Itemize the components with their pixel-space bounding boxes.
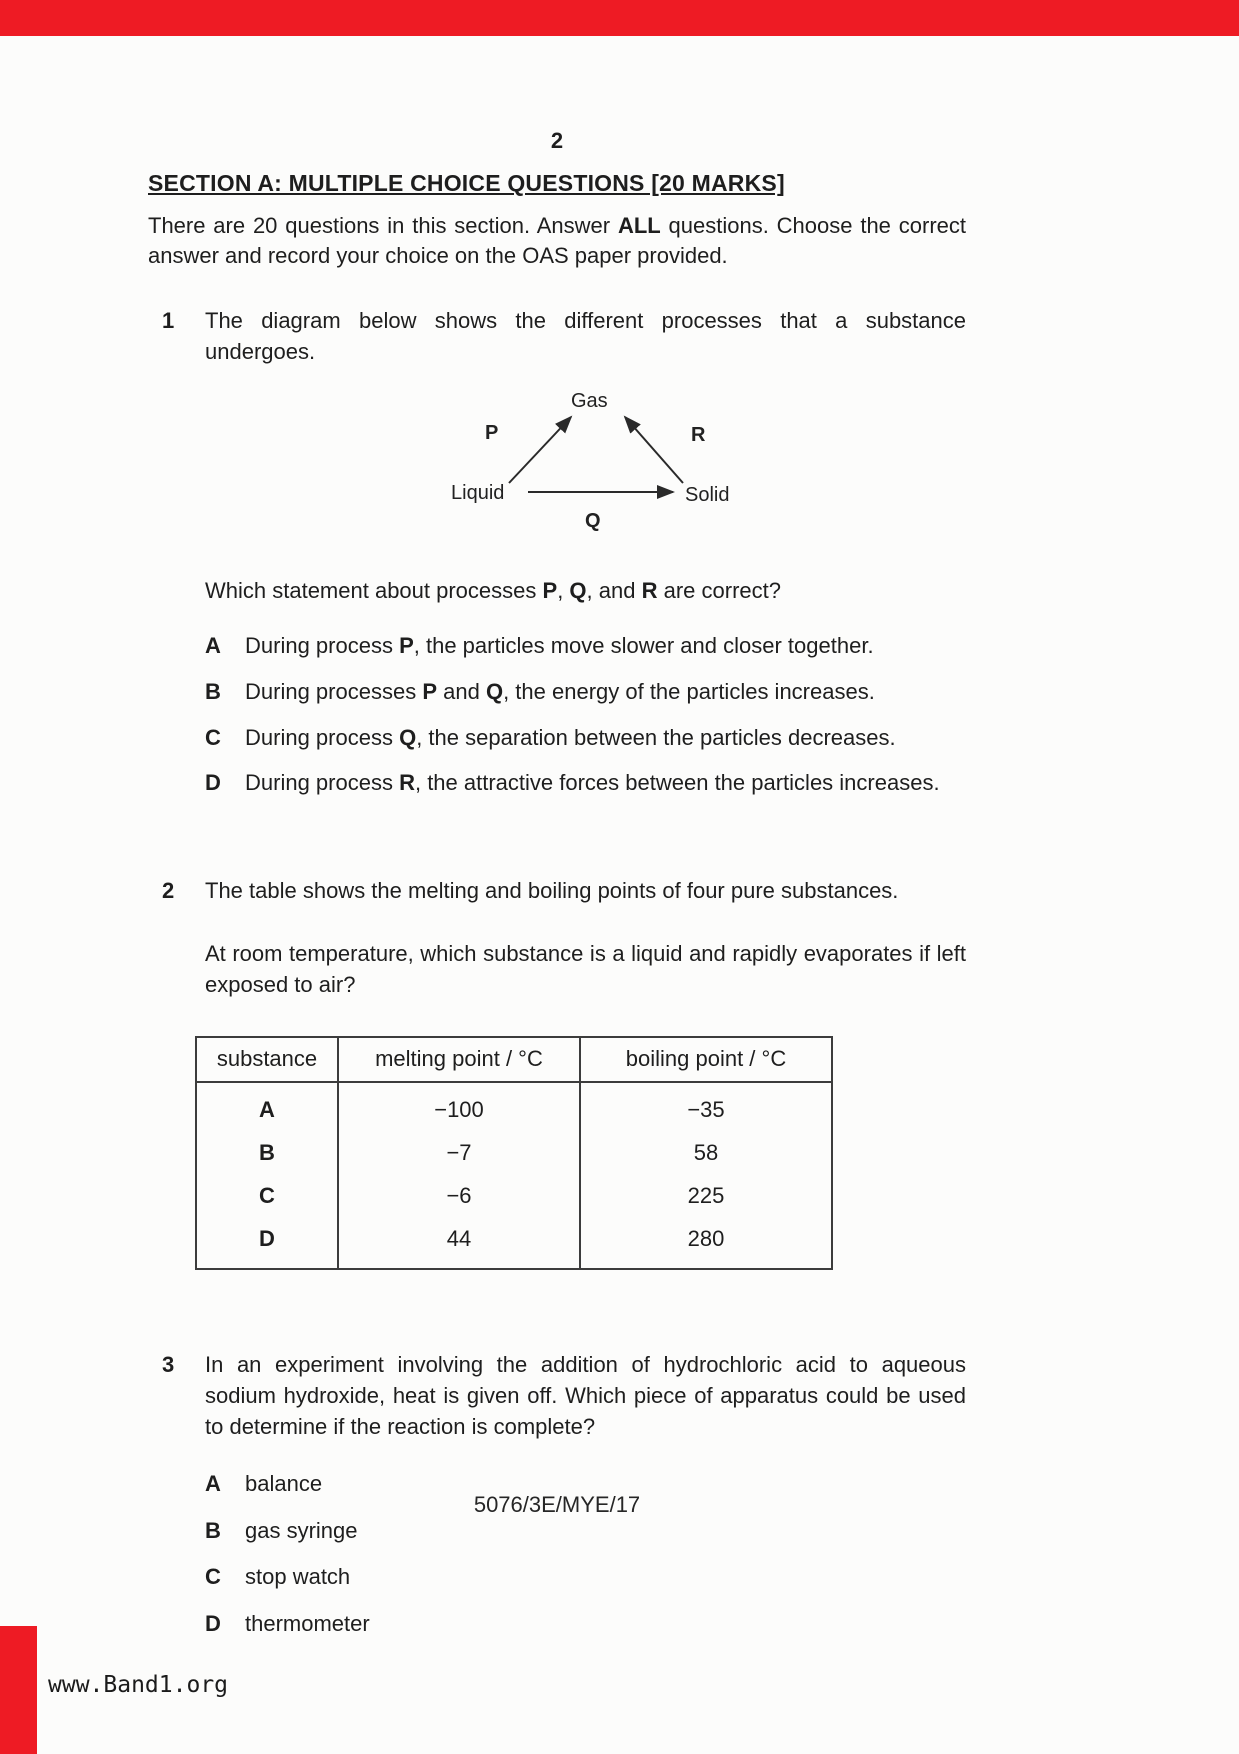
melting-boiling-table [195, 1036, 833, 1270]
table-cell: −35 [580, 1082, 832, 1132]
stem-text-4: are correct? [657, 578, 781, 604]
website-watermark: www.Band1.org [48, 1672, 229, 1698]
option-text: balance [245, 1470, 323, 1496]
header-substance: substance [196, 1037, 338, 1082]
question-3-number: 3 [162, 1352, 175, 1378]
question-3-text: In an experiment involving the addition of hydrochloric acid to aqueous sodium hydroxide, heat is given off. Which piece of apparatus could be used to determine if the reaction is complete? [205, 1352, 966, 1440]
state-change-diagram [433, 387, 773, 546]
table-header [196, 1037, 832, 1082]
option-segment: During process [245, 770, 400, 796]
table-cell: 225 [580, 1175, 832, 1218]
table-cell: −7 [338, 1132, 580, 1175]
question-1-stem [205, 576, 966, 607]
diagram-label-gas: Gas [571, 390, 608, 413]
intro-text-2: questions. Choose the correct answer and record your choice on the OAS paper provided. [148, 213, 966, 269]
red-top-bar [0, 0, 1239, 36]
diagram-label-r: R [691, 424, 706, 447]
option-bold: P [422, 678, 437, 704]
option-letter: A [205, 632, 221, 658]
table-cell: B [196, 1132, 338, 1175]
intro-bold-all: ALL [617, 213, 661, 238]
option-letter: C [205, 724, 221, 750]
table-cell: 280 [580, 1218, 832, 1270]
table-cell: A [196, 1082, 338, 1132]
header-boiling-point: boiling point / °C [580, 1037, 832, 1082]
option-letter: C [205, 1564, 221, 1590]
section-title [148, 170, 966, 197]
table-row [196, 1175, 832, 1218]
option-letter: B [205, 678, 221, 704]
option-b [205, 677, 966, 708]
table-cell: 44 [338, 1218, 580, 1270]
table-row [196, 1082, 832, 1132]
option-letter: B [205, 1517, 221, 1543]
option-b [205, 1516, 966, 1547]
option-letter: D [205, 1611, 221, 1637]
diagram-label-solid: Solid [685, 484, 730, 507]
option-text [245, 631, 874, 662]
stem-text: Which statement about processes [205, 578, 543, 604]
table-header-row [196, 1037, 832, 1082]
option-segment: and [437, 678, 486, 704]
table-cell: 58 [580, 1132, 832, 1175]
diagram-label-liquid: Liquid [451, 482, 505, 505]
table-cell: C [196, 1175, 338, 1218]
option-segment: , the particles move slower and closer together. [413, 632, 874, 658]
intro-text: There are 20 questions in this section. Answer [148, 213, 618, 238]
option-bold: P [399, 632, 414, 658]
option-text [245, 723, 896, 754]
header-melting-point: melting point / °C [338, 1037, 580, 1082]
stem-bold-r: R [641, 578, 658, 604]
option-bold: R [399, 770, 415, 796]
section-intro [148, 211, 966, 272]
option-d [205, 1609, 966, 1640]
diagram-label-q: Q [585, 510, 601, 533]
stem-bold-p: P [542, 578, 558, 604]
question-2-text: The table shows the melting and boiling points of four pure substances. [205, 878, 899, 904]
question-1-body [205, 306, 966, 814]
option-text: gas syringe [245, 1517, 358, 1543]
option-d [205, 768, 966, 799]
section-title-text: SECTION A: MULTIPLE CHOICE QUESTIONS [20 MARKS] [148, 170, 785, 196]
table-row [196, 1132, 832, 1175]
option-letter: D [205, 770, 221, 796]
option-text: stop watch [245, 1564, 351, 1590]
option-segment: , the attractive forces between the particles increases. [414, 770, 940, 796]
question-1 [148, 306, 966, 814]
option-bold: Q [399, 724, 417, 750]
option-segment: During process [245, 724, 400, 750]
question-2-text-2: At room temperature, which substance is a liquid and rapidly evaporates if left exposed to air? [205, 940, 966, 997]
table-cell: D [196, 1218, 338, 1270]
option-segment: During process [245, 632, 400, 658]
question-2 [148, 876, 966, 1270]
table-body [196, 1082, 832, 1269]
table-cell: −6 [338, 1175, 580, 1218]
stem-text-2: , [557, 578, 570, 604]
option-text: thermometer [245, 1611, 370, 1637]
question-1-text: The diagram below shows the different processes that a substance undergoes. [205, 307, 966, 364]
arrow-liquid-to-gas [509, 417, 571, 483]
stem-text-3: , and [586, 578, 642, 604]
option-a [205, 631, 966, 662]
option-segment: , the energy of the particles increases. [503, 678, 875, 704]
option-bold: Q [485, 678, 504, 704]
question-1-number: 1 [162, 307, 175, 333]
page-content [148, 36, 966, 1656]
question-2-body [205, 876, 966, 1270]
stem-bold-q: Q [569, 578, 587, 604]
option-c [205, 1562, 966, 1593]
page-number: 2 [550, 128, 564, 153]
option-c [205, 723, 966, 754]
red-left-bar [0, 1626, 37, 1754]
option-segment: During processes [245, 678, 423, 704]
question-1-options [205, 631, 966, 799]
question-2-number: 2 [162, 878, 175, 904]
option-segment: , the separation between the particles decreases. [416, 724, 896, 750]
table-row [196, 1218, 832, 1270]
arrow-solid-to-gas [625, 417, 683, 483]
option-text [245, 768, 940, 799]
diagram-label-p: P [485, 422, 499, 445]
state-change-diagram-svg [433, 387, 773, 537]
table-cell: −100 [338, 1082, 580, 1132]
option-letter: A [205, 1470, 221, 1496]
option-text [245, 677, 875, 708]
paper-code-footer: 5076/3E/MYE/17 [473, 1492, 641, 1517]
